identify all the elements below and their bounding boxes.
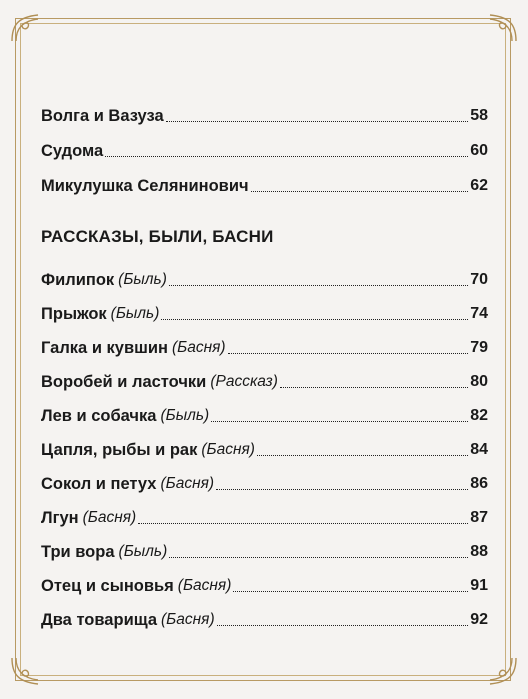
dot-leader — [216, 488, 468, 490]
entry-title: Микулушка Селянинович — [41, 177, 249, 195]
entry-genre: (Басня) — [82, 509, 137, 526]
dot-leader — [138, 522, 468, 524]
dot-leader — [161, 318, 468, 320]
entry-title: Судома — [41, 142, 104, 160]
dot-leader — [166, 120, 469, 122]
page-number: 84 — [470, 441, 488, 458]
entry-title: Галка и кувшин — [41, 339, 168, 357]
corner-ornament-icon — [8, 654, 42, 688]
corner-ornament-icon — [8, 11, 42, 45]
entry-title: Сокол и петух — [41, 475, 157, 493]
dot-leader — [105, 155, 468, 157]
entry-genre: (Быль) — [118, 543, 168, 560]
page-number: 60 — [470, 142, 488, 159]
entry-genre: (Басня) — [171, 339, 226, 356]
entry-title: Два товарища — [41, 611, 158, 629]
page-number: 74 — [470, 305, 488, 322]
toc-entry — [41, 436, 488, 460]
entry-genre: (Быль) — [160, 407, 210, 424]
page-number: 88 — [470, 543, 488, 560]
page-number: 70 — [470, 271, 488, 288]
entry-genre: (Басня) — [160, 475, 215, 492]
corner-ornament-icon — [486, 654, 520, 688]
entry-title: Лев и собачка — [41, 407, 157, 425]
entry-genre: (Басня) — [161, 611, 215, 628]
toc-entry — [41, 538, 488, 562]
dot-leader — [251, 190, 469, 192]
page-number: 87 — [470, 509, 488, 526]
toc-entry — [41, 572, 488, 596]
dot-leader — [233, 590, 468, 592]
toc-entry — [41, 172, 488, 196]
toc-entry — [41, 300, 488, 324]
page-number: 58 — [470, 107, 488, 124]
dot-leader — [211, 420, 468, 422]
toc-entry — [41, 606, 488, 630]
entry-title: Волга и Вазуза — [41, 107, 164, 125]
entry-genre: (Быль) — [110, 305, 160, 322]
entry-title: Филипок — [41, 271, 115, 289]
entry-genre: (Басня) — [201, 441, 255, 458]
toc-entry — [41, 102, 488, 126]
entry-title: Три вора — [41, 543, 115, 561]
entry-title: Воробей и ласточки — [41, 373, 207, 391]
toc-entry — [41, 266, 488, 290]
toc-entry — [41, 137, 488, 161]
corner-ornament-icon — [486, 11, 520, 45]
toc-entry — [41, 368, 488, 392]
dot-leader — [169, 556, 468, 558]
toc-entry — [41, 504, 488, 528]
toc-entry — [41, 334, 488, 358]
dot-leader — [228, 352, 469, 354]
page-number: 62 — [470, 177, 488, 194]
page-number: 91 — [470, 577, 488, 594]
toc-entry — [41, 470, 488, 494]
dot-leader — [217, 624, 469, 626]
page-number: 79 — [470, 339, 488, 356]
entry-title: Лгун — [41, 509, 79, 527]
section-heading: РАССКАЗЫ, БЫЛИ, БАСНИ — [41, 227, 274, 246]
entry-title: Цапля, рыбы и рак — [41, 441, 198, 459]
entry-genre: (Рассказ) — [210, 373, 278, 390]
table-of-contents — [41, 0, 488, 699]
dot-leader — [280, 386, 468, 388]
toc-entry — [41, 402, 488, 426]
page-number: 80 — [470, 373, 488, 390]
page-number: 82 — [470, 407, 488, 424]
dot-leader — [257, 454, 468, 456]
entry-title: Прыжок — [41, 305, 107, 323]
page-number: 86 — [470, 475, 488, 492]
entry-title: Отец и сыновья — [41, 577, 174, 595]
page-number: 92 — [470, 611, 488, 628]
dot-leader — [169, 284, 468, 286]
entry-genre: (Басня) — [177, 577, 232, 594]
entry-genre: (Быль) — [118, 271, 167, 288]
